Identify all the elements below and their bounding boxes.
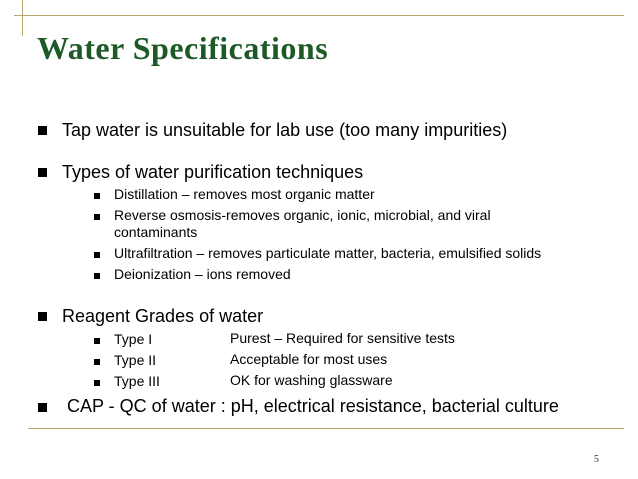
sub-bullet-marker bbox=[94, 214, 100, 220]
sub-bullet-marker bbox=[94, 193, 100, 199]
sub-bullet-marker bbox=[94, 359, 100, 365]
grade-type-1: Type I bbox=[114, 331, 153, 347]
bottom-rule bbox=[28, 428, 624, 429]
bullet-tap-water: Tap water is unsuitable for lab use (too many impurities) bbox=[62, 120, 508, 140]
page-number: 5 bbox=[594, 454, 599, 465]
decorative-vertical-line bbox=[22, 0, 23, 36]
bullet-purification-techniques: Types of water purification techniques bbox=[62, 162, 364, 182]
grade-type-2-desc: Acceptable for most uses bbox=[230, 351, 388, 367]
sub-bullet-distillation: Distillation – removes most organic matter bbox=[114, 186, 375, 202]
sub-bullet-marker bbox=[94, 252, 100, 258]
bullet-reagent-grades: Reagent Grades of water bbox=[62, 306, 264, 326]
grade-type-3-desc: OK for washing glassware bbox=[230, 372, 393, 388]
sub-bullet-reverse-osmosis-cont: contaminants bbox=[114, 224, 198, 240]
top-rule bbox=[14, 15, 624, 16]
sub-bullet-ultrafiltration: Ultrafiltration – removes particulate matter, bacteria, emulsified solids bbox=[114, 245, 542, 261]
sub-bullet-marker bbox=[94, 338, 100, 344]
grade-type-1-desc: Purest – Required for sensitive tests bbox=[230, 330, 455, 346]
slide-title: Water Specifications bbox=[37, 30, 329, 66]
sub-bullet-deionization: Deionization – ions removed bbox=[114, 266, 291, 282]
sub-bullet-marker bbox=[94, 380, 100, 386]
bullet-marker bbox=[38, 168, 47, 177]
sub-bullet-marker bbox=[94, 273, 100, 279]
bullet-marker bbox=[38, 126, 47, 135]
grade-type-2: Type II bbox=[114, 352, 157, 368]
sub-bullet-reverse-osmosis: Reverse osmosis-removes organic, ionic, microbial, and viral bbox=[114, 207, 491, 223]
bullet-cap-qc: CAP - QC of water : pH, electrical resistance, bacterial culture bbox=[67, 396, 559, 416]
bullet-marker bbox=[38, 403, 47, 412]
bullet-marker bbox=[38, 312, 47, 321]
grade-type-3: Type III bbox=[114, 373, 160, 389]
